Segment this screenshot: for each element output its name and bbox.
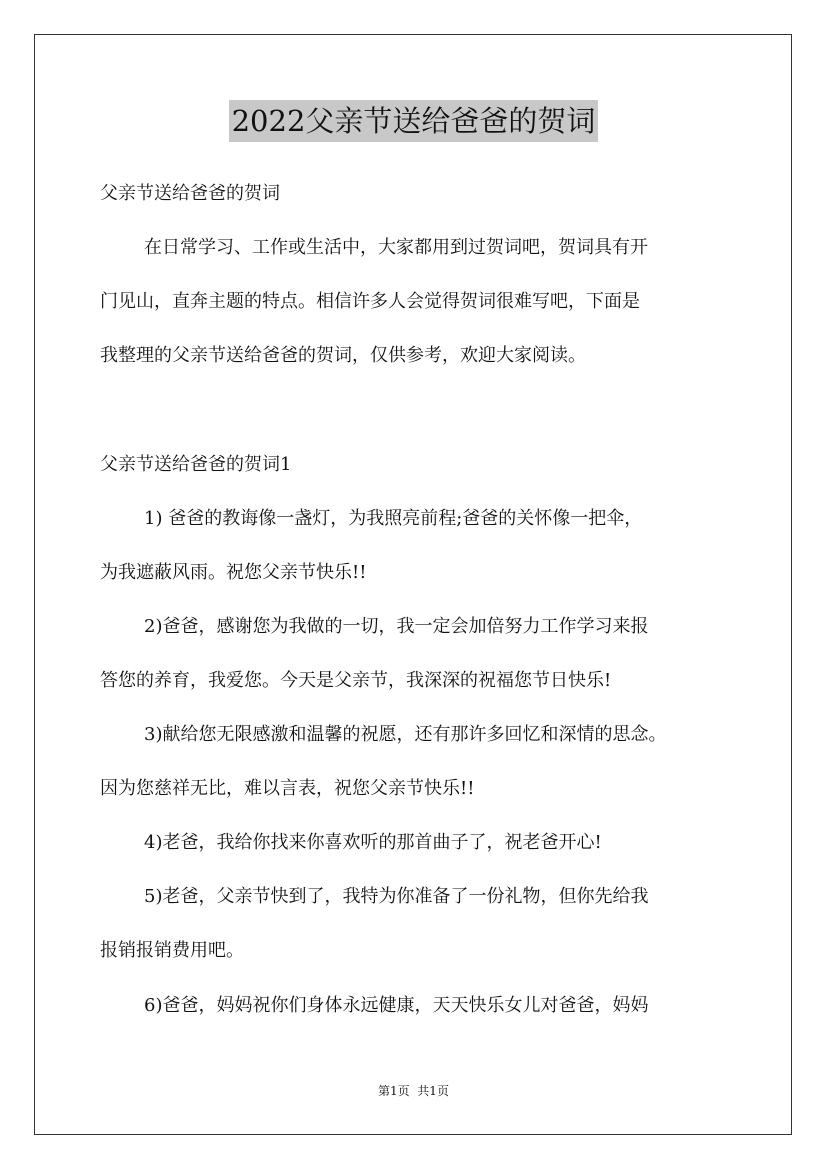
greeting-1-line-1: 1) 爸爸的教诲像一盏灯，为我照亮前程;爸爸的关怀像一把伞， xyxy=(144,508,643,529)
document-title: 2022父亲节送给爸爸的贺词 xyxy=(229,100,599,142)
greeting-6-line-1: 6)爸爸，妈妈祝你们身体永远健康，天天快乐女儿对爸爸，妈妈 xyxy=(144,995,649,1016)
greeting-4-line-1: 4)老爸，我给你找来你喜欢听的那首曲子了，祝老爸开心! xyxy=(144,832,602,853)
intro-paragraph-line-3: 我整理的父亲节送给爸爸的贺词，仅供参考，欢迎大家阅读。 xyxy=(100,345,586,366)
intro-paragraph-line-2: 门见山，直奔主题的特点。相信许多人会觉得贺词很难写吧，下面是 xyxy=(100,291,640,312)
greeting-3-line-2: 因为您慈祥无比，难以言表，祝您父亲节快乐!! xyxy=(100,778,475,799)
greeting-5-line-2: 报销报销费用吧。 xyxy=(100,940,244,961)
document-title-wrap xyxy=(0,100,827,144)
greeting-2-line-1: 2)爸爸，感谢您为我做的一切，我一定会加倍努力工作学习来报 xyxy=(144,616,649,637)
section-heading-intro: 父亲节送给爸爸的贺词 xyxy=(100,183,280,204)
page-footer: 第1页 共1页 xyxy=(378,1084,449,1098)
greeting-5-line-1: 5)老爸，父亲节快到了，我特为你准备了一份礼物，但你先给我 xyxy=(144,886,649,907)
greeting-2-line-2: 答您的养育，我爱您。今天是父亲节，我深深的祝福您节日快乐! xyxy=(100,670,612,691)
greeting-1-line-2: 为我遮蔽风雨。祝您父亲节快乐!! xyxy=(100,562,367,583)
greeting-3-line-1: 3)献给您无限感激和温馨的祝愿，还有那许多回忆和深情的思念。 xyxy=(144,724,667,745)
intro-paragraph-line-1: 在日常学习、工作或生活中，大家都用到过贺词吧，贺词具有开 xyxy=(144,237,648,258)
section-heading-1: 父亲节送给爸爸的贺词1 xyxy=(100,454,292,475)
